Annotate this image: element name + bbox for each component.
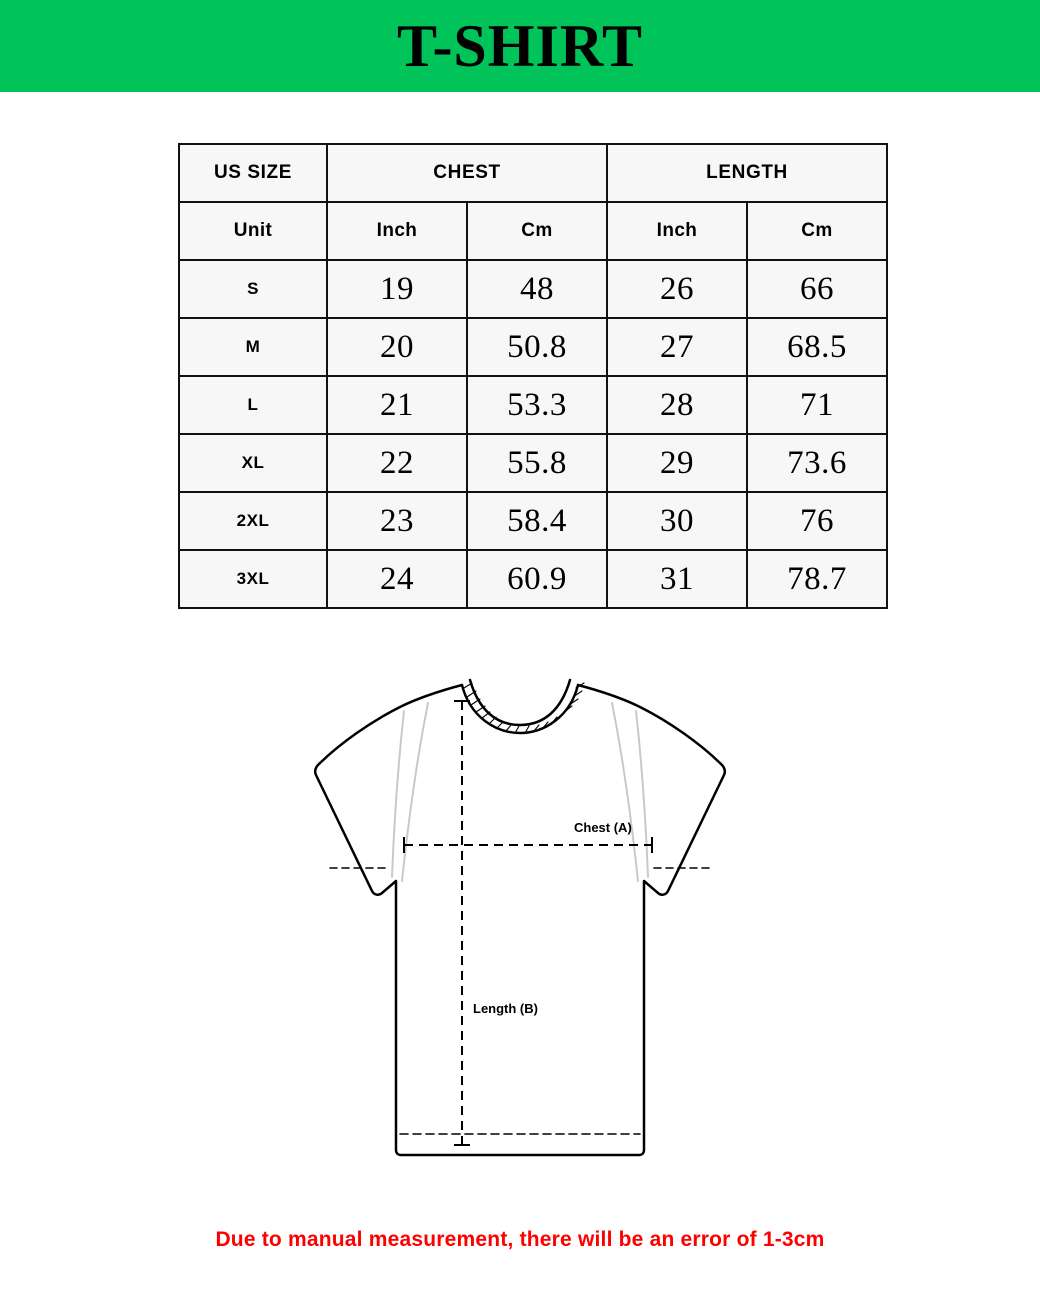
cell-length-cm: 66 — [747, 260, 887, 318]
table-row — [179, 550, 887, 608]
cell-length-cm: 73.6 — [747, 434, 887, 492]
unit-chest-cm: Cm — [467, 202, 607, 260]
cell-length-inch: 30 — [607, 492, 747, 550]
unit-length-cm: Cm — [747, 202, 887, 260]
cell-chest-inch: 21 — [327, 376, 467, 434]
cell-chest-inch: 20 — [327, 318, 467, 376]
unit-label: Unit — [179, 202, 327, 260]
cell-chest-inch: 19 — [327, 260, 467, 318]
table-group-header-row — [179, 144, 887, 202]
cell-length-cm: 78.7 — [747, 550, 887, 608]
cell-length-inch: 28 — [607, 376, 747, 434]
row-size-label: XL — [179, 434, 327, 492]
table-row — [179, 434, 887, 492]
column-header-chest: CHEST — [327, 144, 607, 202]
table-row — [179, 376, 887, 434]
cell-length-cm: 68.5 — [747, 318, 887, 376]
unit-chest-inch: Inch — [327, 202, 467, 260]
cell-length-inch: 27 — [607, 318, 747, 376]
unit-length-inch: Inch — [607, 202, 747, 260]
cell-chest-inch: 22 — [327, 434, 467, 492]
cell-length-inch: 31 — [607, 550, 747, 608]
table-row — [179, 492, 887, 550]
cell-chest-cm: 53.3 — [467, 376, 607, 434]
header-banner — [0, 0, 1040, 92]
cell-length-inch: 26 — [607, 260, 747, 318]
size-chart — [178, 143, 886, 609]
cell-length-inch: 29 — [607, 434, 747, 492]
row-size-label: 2XL — [179, 492, 327, 550]
row-size-label: L — [179, 376, 327, 434]
cell-length-cm: 76 — [747, 492, 887, 550]
row-size-label: M — [179, 318, 327, 376]
tshirt-illustration — [0, 645, 1040, 1190]
cell-chest-inch: 23 — [327, 492, 467, 550]
cell-chest-cm: 55.8 — [467, 434, 607, 492]
cell-chest-inch: 24 — [327, 550, 467, 608]
chest-measure-label: Chest (A) — [574, 820, 632, 835]
measurement-disclaimer: Due to manual measurement, there will be an error of 1-3cm — [215, 1228, 825, 1251]
cell-chest-cm: 50.8 — [467, 318, 607, 376]
table-row — [179, 318, 887, 376]
column-header-length: LENGTH — [607, 144, 887, 202]
cell-length-cm: 71 — [747, 376, 887, 434]
length-measure-label: Length (B) — [473, 1001, 538, 1016]
row-size-label: S — [179, 260, 327, 318]
row-size-label: 3XL — [179, 550, 327, 608]
size-table — [178, 143, 888, 609]
page-title: T-SHIRT — [396, 13, 644, 79]
cell-chest-cm: 48 — [467, 260, 607, 318]
cell-chest-cm: 60.9 — [467, 550, 607, 608]
cell-chest-cm: 58.4 — [467, 492, 607, 550]
table-unit-row — [179, 202, 887, 260]
table-row — [179, 260, 887, 318]
column-header-us-size: US SIZE — [179, 144, 327, 202]
tshirt-diagram — [0, 645, 1040, 1190]
